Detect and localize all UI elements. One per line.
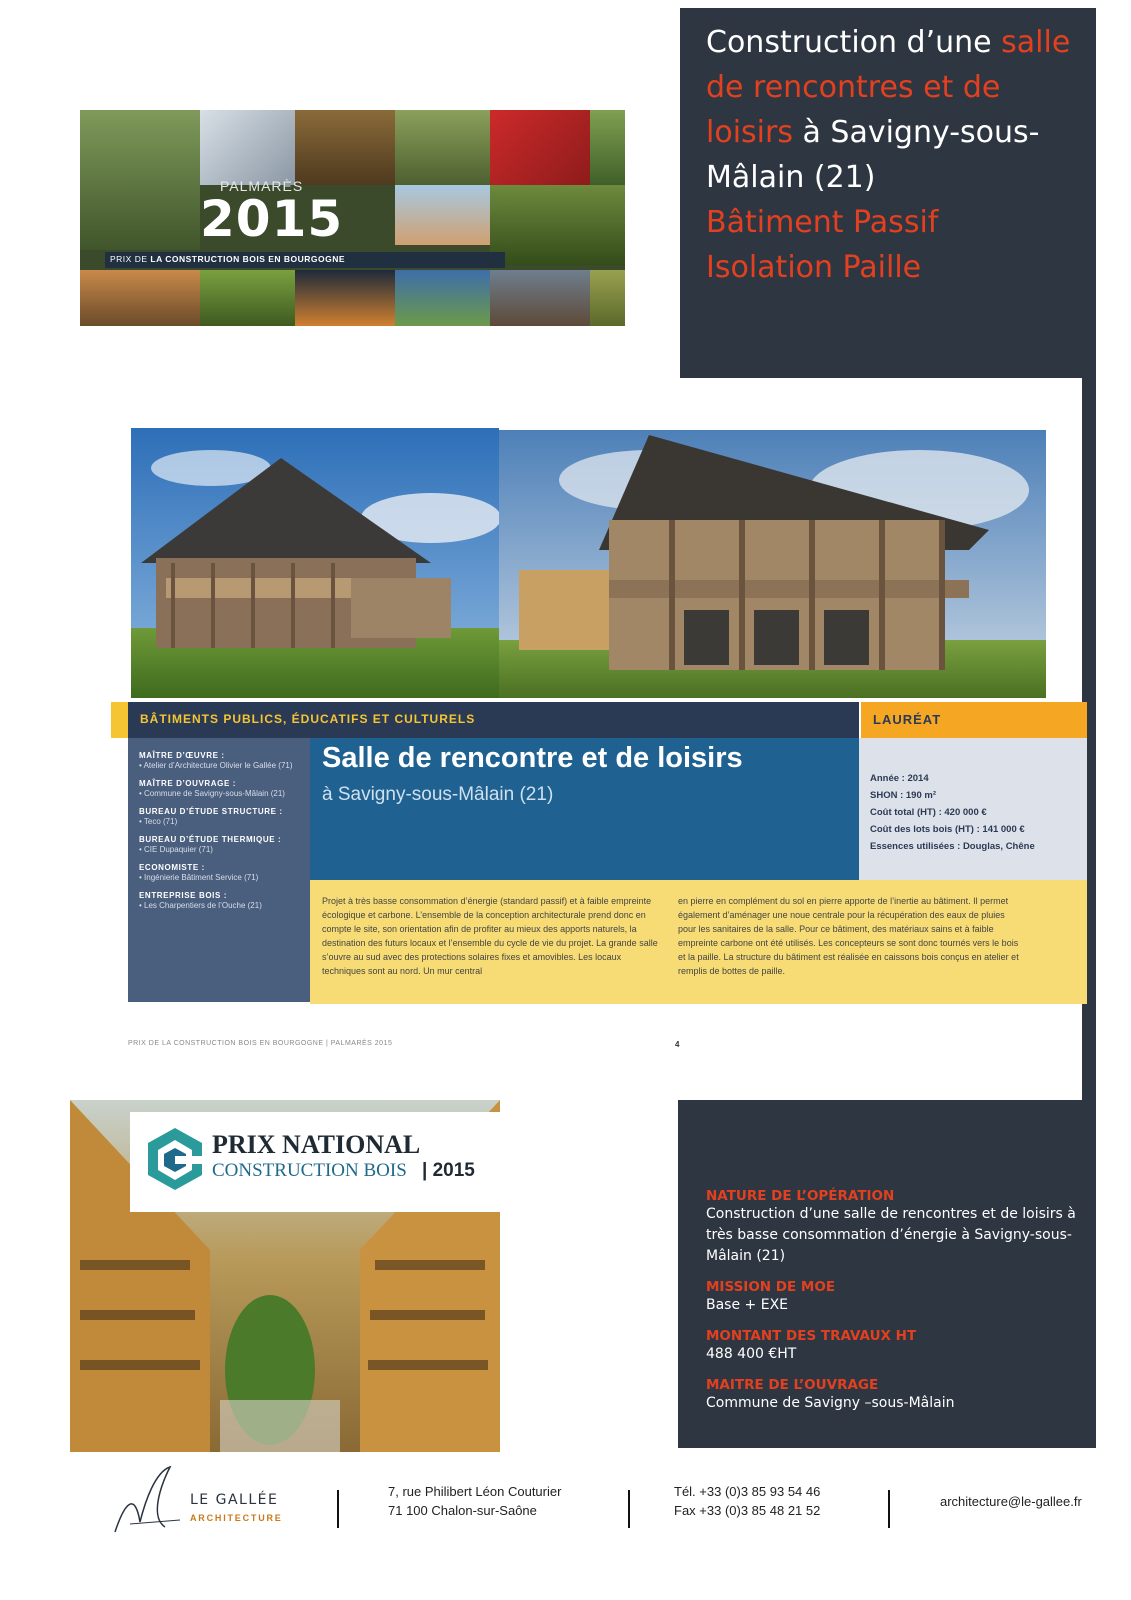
- operation-value: 488 400 €HT: [706, 1346, 797, 1362]
- address-line-1: 7, rue Philibert Léon Couturier: [388, 1484, 562, 1499]
- fax-number: Fax +33 (0)3 85 48 21 52: [674, 1503, 821, 1518]
- subtitle-straw: Isolation Paille: [706, 250, 922, 285]
- prix-national-logo-icon: [144, 1126, 206, 1192]
- article-title-box: [310, 738, 859, 880]
- credit-value: • Atelier d’Architecture Olivier le Gallée (71): [139, 761, 293, 770]
- article-footer-note: PRIX DE LA CONSTRUCTION BOIS EN BOURGOGNE | PALMARÈS 2015: [128, 1040, 393, 1047]
- description-box: [310, 880, 1087, 1004]
- credit-role: ENTREPRISE BOIS :: [139, 891, 227, 900]
- title-part-2: à Savigny-sous-Mâlain (21): [706, 115, 1040, 195]
- credits-list: [139, 743, 304, 911]
- credit-role: BUREAU D’ÉTUDE STRUCTURE :: [139, 807, 283, 816]
- phone-number: Tél. +33 (0)3 85 93 54 46: [674, 1484, 821, 1499]
- address-line-2: 71 100 Chalon-sur-Saône: [388, 1503, 537, 1518]
- facts-list: [870, 770, 1035, 855]
- description-col-1: Projet à très basse consommation d’énergie (standard passif) et à faible empreinte écologique et carbone. L’ensemble de la conception architecturale prend donc en compte le site, son orientation afin de profiter au mieux des apports naturels, la destination des futurs locaux et l’ensemble du cycle de vie du projet. La grande salle s’ouvre au sud avec des protections solaires fixes et amovibles. Les locaux techniques sont au nord. Un mur central: [322, 896, 658, 976]
- credit-value: • CIE Dupaquier (71): [139, 845, 213, 854]
- building-photo-left: [131, 428, 499, 698]
- palmares-label: PALMARÈS: [220, 178, 304, 194]
- facts-box: [859, 738, 1087, 880]
- description-col-2: en pierre en complément du sol en pierre apporte de l’inertie au bâtiment. Il permet également d’aménager une noue centrale pour la récupération des eaux de pluies pour les sanitaires de la salle. Pour ce bâtiment, des matériaux sains et à faible empreinte carbone ont été utilisés. Les concepteurs se sont donc tournés vers le bois et la paille. La structure du bâtiment est réalisée en caissons bois conçus en atelier et remplis de bottes de paille.: [678, 896, 1019, 976]
- page-title: [706, 20, 1086, 290]
- fact-item: Coût total (HT) : 420 000 €: [870, 807, 987, 818]
- operation-heading: NATURE DE L’OPÉRATION: [706, 1188, 895, 1204]
- email-link[interactable]: architecture@le-gallee.fr: [940, 1494, 1082, 1509]
- footer-separator: [337, 1490, 339, 1528]
- laureat-label: LAURÉAT: [873, 712, 942, 727]
- prix-national-subtitle: CONSTRUCTION BOIS: [212, 1160, 407, 1181]
- prize-text: [110, 254, 345, 264]
- title-panel: [680, 8, 1096, 378]
- operation-panel: [678, 1100, 1096, 1448]
- palmares-banner: [80, 110, 625, 326]
- signature-logo-icon: [110, 1462, 190, 1542]
- footer-separator: [628, 1490, 630, 1528]
- building-photo-right: [499, 430, 1046, 698]
- article-location: à Savigny-sous-Mâlain (21): [322, 784, 554, 805]
- article-page-number: 4: [675, 1040, 680, 1049]
- operation-list: [706, 1176, 1076, 1414]
- credit-role: BUREAU D’ÉTUDE THERMIQUE :: [139, 835, 282, 844]
- subtitle-passive: Bâtiment Passif: [706, 205, 939, 240]
- fact-item: Coût des lots bois (HT) : 141 000 €: [870, 824, 1025, 835]
- fact-item: SHON : 190 m²: [870, 790, 936, 801]
- operation-value: Commune de Savigny –sous-Mâlain: [706, 1395, 955, 1411]
- credit-value: • Teco (71): [139, 817, 178, 826]
- palmares-year: 2015: [200, 190, 344, 248]
- prix-national-card: [130, 1112, 500, 1212]
- logo-name: LE GALLÉE: [190, 1492, 279, 1508]
- operation-value: Base + EXE: [706, 1297, 789, 1313]
- credit-value: • Ingénierie Bâtiment Service (71): [139, 873, 259, 882]
- fact-item: Année : 2014: [870, 773, 929, 784]
- operation-value: Construction d’une salle de rencontres et de loisirs à très basse consommation d’énergie à Savigny-sous-Mâlain (21): [706, 1206, 1076, 1264]
- credit-value: • Les Charpentiers de l’Ouche (21): [139, 901, 262, 910]
- category-bar: [128, 702, 859, 738]
- category-label: BÂTIMENTS PUBLICS, ÉDUCATIFS ET CULTURELS: [140, 712, 476, 726]
- footer-phones: [674, 1482, 820, 1520]
- credit-role: ECONOMISTE :: [139, 863, 205, 872]
- credit-value: • Commune de Savigny-sous-Mâlain (21): [139, 789, 285, 798]
- fact-item: Essences utilisées : Douglas, Chêne: [870, 841, 1035, 852]
- prize-prefix: PRIX DE: [110, 254, 151, 264]
- prize-name: LA CONSTRUCTION BOIS EN BOURGOGNE: [150, 254, 346, 264]
- article-title: Salle de rencontre et de loisirs: [322, 742, 743, 774]
- prix-national-year: | 2015: [422, 1160, 475, 1181]
- title-part-1: Construction d’une: [706, 25, 1002, 60]
- laureat-badge: [861, 702, 1087, 738]
- operation-heading: MISSION DE MOE: [706, 1279, 836, 1295]
- footer-separator: [888, 1490, 890, 1528]
- category-accent: [111, 702, 128, 738]
- footer-address: [388, 1482, 561, 1520]
- title-highlight: salle de rencontres et de loisirs: [706, 25, 1071, 150]
- operation-heading: MAITRE DE L’OUVRAGE: [706, 1377, 879, 1393]
- prix-national-title: PRIX NATIONAL: [212, 1130, 421, 1159]
- credit-role: MAÎTRE D’ŒUVRE :: [139, 751, 225, 760]
- credits-column: [128, 738, 310, 1002]
- operation-heading: MONTANT DES TRAVAUX HT: [706, 1328, 917, 1344]
- logo-sub: ARCHITECTURE: [190, 1513, 283, 1523]
- page-footer: [0, 1478, 1131, 1558]
- credit-role: MAÎTRE D’OUVRAGE :: [139, 779, 237, 788]
